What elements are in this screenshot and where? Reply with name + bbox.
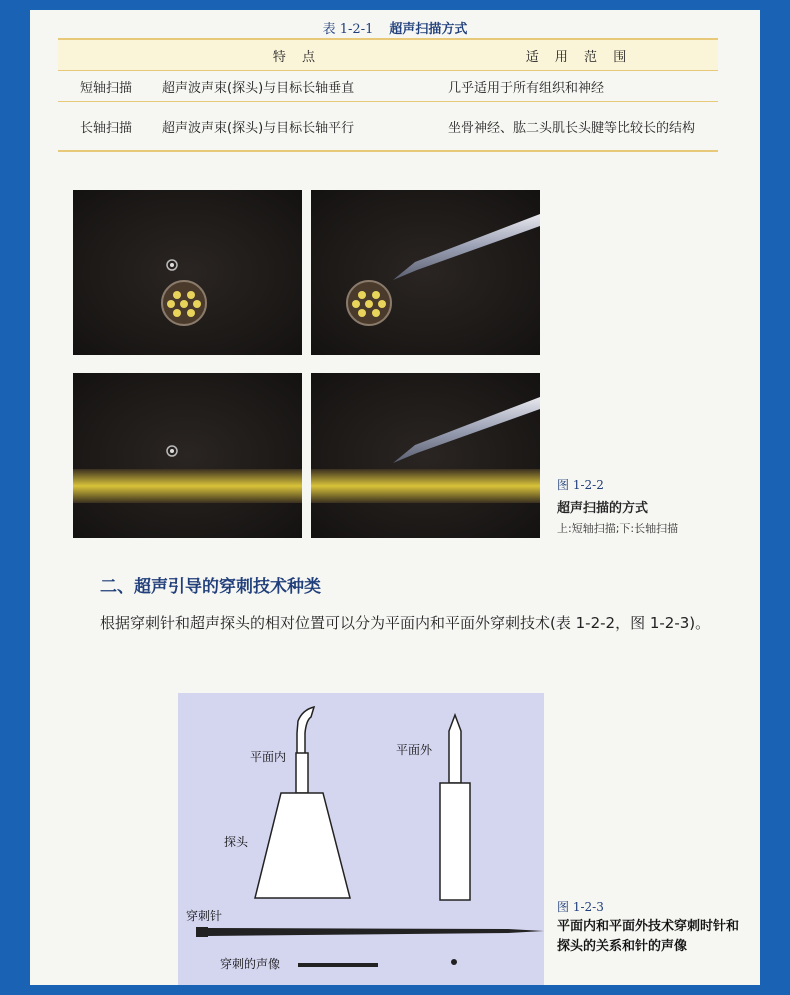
- nerve-long-section: [311, 469, 540, 503]
- figure-1-2-3-caption: [557, 898, 747, 957]
- long-axis-out-of-plane-image: [73, 373, 302, 538]
- out-of-plane-probe-body: [440, 783, 470, 900]
- table-title: 超声扫描方式: [389, 22, 468, 37]
- figure-title: 平面内和平面外技术穿刺时针和探头的关系和针的声像: [557, 919, 740, 954]
- nerve-long-section: [73, 469, 302, 503]
- book-page: [30, 10, 760, 985]
- label-probe: 探头: [224, 835, 249, 849]
- scan-methods-table: [58, 38, 718, 152]
- label-needle-image: 穿刺的声像: [220, 957, 281, 971]
- table-cell-method: 短轴扫描: [58, 71, 154, 102]
- figure-1-2-2-caption: [557, 476, 678, 536]
- figure-title: 超声扫描的方式: [557, 501, 649, 516]
- short-axis-in-plane-image: [311, 190, 540, 355]
- table-cell-method: 长轴扫描: [58, 102, 154, 152]
- in-plane-needle-image: [298, 963, 378, 967]
- short-axis-out-of-plane-image: [73, 190, 302, 355]
- out-of-plane-needle-image: [451, 959, 457, 965]
- table-number: 表 1-2-1: [322, 22, 374, 37]
- figure-subtitle: 上:短轴扫描;下:长轴扫描: [557, 522, 679, 535]
- long-axis-in-plane-image: [311, 373, 540, 538]
- figure-number: 图 1-2-3: [557, 900, 604, 914]
- needle-probe-diagram: [178, 693, 544, 985]
- probe-body: [255, 793, 350, 898]
- table-header-cell: 特 点: [154, 39, 440, 71]
- label-in-plane: 平面内: [250, 750, 287, 764]
- needle-icon: [208, 928, 544, 936]
- table-cell-feature: 超声波声束(探头)与目标长轴平行: [154, 102, 440, 152]
- section-heading: 二、超声引导的穿刺技术种类: [100, 577, 321, 597]
- needle-hub: [196, 927, 208, 937]
- body-paragraph: 根据穿刺针和超声探头的相对位置可以分为平面内和平面外穿刺技术(表 1-2-2，图 1-2-3)。: [100, 614, 711, 632]
- figure-number: 图 1-2-2: [557, 478, 604, 492]
- table-header-row: [58, 39, 718, 71]
- table-header-cell: 适 用 范 围: [440, 39, 718, 71]
- table-row: [58, 71, 718, 102]
- table-cell-usage: 几乎适用于所有组织和神经: [440, 71, 718, 102]
- out-of-plane-needle-hub: [449, 715, 461, 783]
- table-cell-usage: 坐骨神经、肱二头肌长头腱等比较长的结构: [440, 102, 718, 152]
- table-caption: [30, 18, 760, 37]
- label-out-of-plane: 平面外: [396, 743, 433, 757]
- table-cell-feature: 超声波声束(探头)与目标长轴垂直: [154, 71, 440, 102]
- label-needle: 穿刺针: [186, 909, 223, 923]
- table-header-cell: [58, 39, 154, 71]
- table-row: [58, 102, 718, 152]
